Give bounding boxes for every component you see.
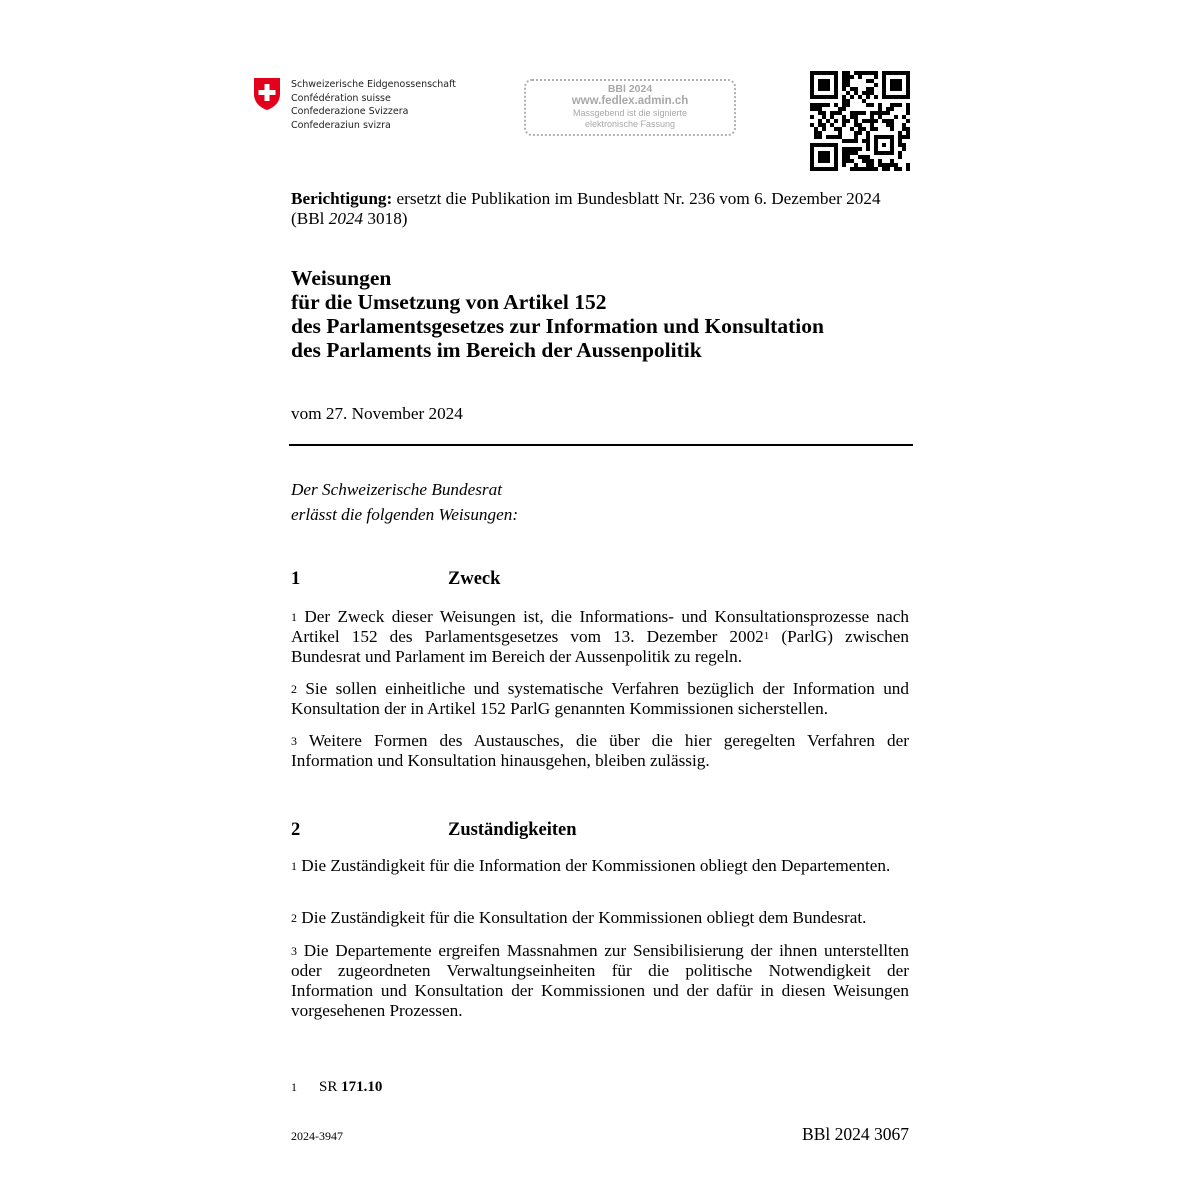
qr-module (894, 163, 898, 167)
qr-module (834, 119, 838, 123)
correction-line-2 (291, 209, 911, 229)
qr-module (894, 167, 898, 171)
qr-module (810, 143, 838, 147)
qr-module (866, 135, 870, 139)
section-number: 2 (291, 820, 301, 840)
qr-module (810, 71, 838, 75)
qr-module (810, 123, 814, 127)
qr-module (890, 127, 894, 131)
qr-module (838, 131, 842, 135)
qr-module (870, 159, 874, 163)
qr-module (894, 103, 898, 107)
qr-module (850, 111, 854, 115)
paragraph-text-continued: (ParlG) zwischen Bundesrat und Parlament im Bereich der Aussenpolitik zu regeln. (291, 627, 909, 666)
qr-module (846, 159, 850, 163)
qr-module (814, 107, 818, 111)
qr-module (834, 111, 838, 115)
qr-module (854, 135, 858, 139)
qr-module (870, 87, 874, 91)
qr-module (866, 91, 870, 95)
qr-module (870, 115, 874, 119)
qr-module (854, 87, 858, 91)
qr-module (818, 111, 822, 115)
qr-module (818, 103, 822, 107)
qr-module (810, 95, 838, 99)
qr-module (862, 127, 866, 131)
paragraph-marker: 2 (291, 682, 297, 696)
qr-module (854, 71, 858, 75)
paragraph-text: Weitere Formen des Austausches, die über die hier geregelten Verfahren der Information und Konsultation hinausgehen, bleiben zulässig. (291, 731, 909, 770)
qr-module (850, 147, 854, 151)
stamp-line-1: BBl 2024 (607, 83, 653, 95)
qr-module (906, 127, 910, 131)
qr-module (866, 87, 870, 91)
footnote-prefix: SR (319, 1079, 342, 1095)
qr-module (862, 159, 866, 163)
qr-module (846, 147, 850, 151)
qr-module (834, 71, 838, 99)
page-reference: BBl 2024 3067 (802, 1124, 909, 1144)
qr-module (902, 127, 906, 131)
qr-module (854, 111, 858, 115)
correction-line-1 (291, 189, 911, 209)
qr-module (854, 151, 858, 155)
qr-module (870, 123, 874, 127)
qr-module (814, 131, 818, 135)
qr-module (882, 119, 886, 123)
qr-module (842, 163, 846, 167)
qr-module (898, 151, 902, 155)
qr-module (842, 139, 846, 143)
qr-module (902, 115, 906, 119)
qr-module (882, 143, 886, 147)
qr-module (826, 103, 830, 107)
qr-module (850, 159, 854, 163)
qr-module (810, 167, 838, 171)
qr-code-icon (810, 71, 910, 171)
section-heading-1 (291, 568, 911, 590)
qr-module (822, 103, 826, 107)
qr-module (850, 87, 854, 91)
qr-module (902, 123, 906, 127)
qr-module (854, 115, 858, 119)
qr-module (898, 155, 902, 159)
qr-module (850, 151, 854, 155)
qr-module (818, 79, 830, 91)
qr-module (862, 99, 866, 103)
qr-module (906, 119, 910, 123)
qr-module (890, 159, 894, 163)
qr-module (822, 127, 826, 131)
paragraph-text: Die Zuständigkeit für die Information der Kommissionen obliegt den Departementen. (297, 856, 891, 875)
qr-module (826, 119, 830, 123)
footnote (291, 1078, 382, 1096)
qr-module (898, 135, 902, 139)
qr-module (838, 111, 842, 115)
qr-module (858, 167, 862, 171)
qr-module (878, 111, 882, 115)
qr-module (866, 147, 870, 151)
qr-module (846, 151, 850, 155)
qr-module (906, 163, 910, 167)
qr-module (886, 123, 890, 127)
qr-module (846, 79, 850, 83)
qr-module (818, 135, 822, 139)
stamp-line-4: elektronische Fassung (584, 119, 676, 129)
qr-module (878, 115, 882, 119)
qr-module (870, 91, 874, 95)
qr-module (866, 163, 870, 167)
qr-module (882, 71, 886, 99)
correction-text: ersetzt die Publikation im Bundesblatt Nr. 236 vom 6. Dezember 2024 (392, 189, 881, 208)
qr-module (898, 143, 902, 147)
qr-module (890, 119, 894, 123)
paragraph-marker: 3 (291, 734, 297, 748)
qr-module (810, 71, 814, 99)
paragraph-marker: 3 (291, 944, 297, 958)
qr-module (898, 103, 902, 107)
qr-module (886, 119, 890, 123)
qr-module (850, 95, 854, 99)
confederation-name-fr: Confédération suisse (291, 92, 391, 104)
footnote-sr-link[interactable]: 171.10 (341, 1079, 383, 1095)
qr-module (850, 139, 854, 143)
qr-module (822, 111, 826, 115)
paragraph-marker: 2 (291, 911, 297, 925)
qr-module (822, 115, 826, 119)
qr-module (874, 71, 878, 75)
confederation-name-rm: Confederaziun svizra (291, 119, 391, 131)
qr-module (842, 107, 846, 111)
qr-module (862, 119, 866, 123)
qr-module (890, 163, 894, 167)
footnote-number: 1 (291, 1080, 297, 1094)
qr-module (814, 127, 818, 131)
qr-module (862, 91, 866, 95)
section-1-paragraph-2 (291, 679, 909, 719)
qr-module (846, 71, 850, 75)
qr-module (862, 111, 866, 115)
qr-module (854, 163, 858, 167)
section-1-paragraph-3 (291, 731, 909, 771)
qr-module (858, 127, 862, 131)
preamble-line-2: erlässt die folgenden Weisungen: (291, 505, 519, 524)
qr-module (854, 147, 858, 151)
correction-ref-prefix: (BBl (291, 209, 329, 228)
qr-module (898, 131, 902, 135)
qr-module (810, 103, 814, 107)
qr-module (858, 111, 862, 115)
stamp-line-2: www.fedlex.admin.ch (571, 95, 689, 107)
qr-module (858, 71, 862, 75)
qr-module (878, 103, 882, 107)
qr-module (850, 75, 854, 79)
qr-module (842, 103, 846, 107)
qr-module (842, 151, 846, 155)
paragraph-text: Die Zuständigkeit für die Konsultation der Kommissionen obliegt dem Bundesrat. (297, 908, 867, 927)
section-1-paragraph-1 (291, 607, 909, 667)
qr-module (818, 151, 830, 163)
qr-module (874, 75, 878, 79)
qr-module (858, 131, 862, 135)
qr-module (870, 167, 874, 171)
qr-module (898, 167, 902, 171)
qr-module (890, 103, 894, 107)
section-title: Zweck (448, 569, 501, 589)
swiss-cross-shield-icon (253, 77, 281, 111)
section-number: 1 (291, 569, 301, 589)
qr-module (858, 147, 862, 151)
section-heading-2 (291, 819, 911, 841)
paragraph-marker: 1 (291, 859, 297, 873)
paragraph-text: Der Zweck dieser Weisungen ist, die Informations- und Konsultationsprozesse nach Artikel 152 des Parlamentsgesetzes vom 13. Dezember 2002 (291, 607, 909, 646)
qr-module (854, 123, 858, 127)
qr-module (906, 135, 910, 139)
qr-module (870, 119, 874, 123)
qr-module (890, 79, 902, 91)
qr-module (830, 111, 834, 115)
qr-module (866, 143, 870, 147)
qr-module (906, 103, 910, 107)
qr-module (870, 71, 874, 75)
qr-module (818, 123, 822, 127)
qr-module (842, 79, 846, 83)
qr-module (826, 135, 830, 139)
qr-module (842, 119, 846, 123)
qr-module (810, 115, 814, 119)
qr-module (842, 155, 846, 159)
qr-module (906, 111, 910, 115)
confederation-name-de: Schweizerische Eidgenossenschaft (291, 79, 457, 90)
qr-module (902, 147, 906, 151)
qr-module (846, 99, 850, 103)
qr-module (838, 135, 842, 139)
title-line-1: Weisungen (291, 266, 392, 290)
qr-module (898, 139, 902, 143)
confederation-names (291, 78, 456, 132)
correction-ref-year: 2024 (328, 209, 364, 228)
qr-module (846, 75, 850, 79)
qr-module (870, 103, 874, 107)
qr-module (862, 71, 866, 75)
footnote-ref[interactable]: 1 (763, 630, 770, 642)
qr-module (902, 135, 906, 139)
qr-module (846, 91, 850, 95)
qr-module (874, 119, 878, 123)
qr-module (862, 155, 866, 159)
qr-module (842, 159, 846, 163)
qr-module (850, 127, 854, 131)
qr-module (842, 75, 846, 79)
qr-module (874, 167, 878, 171)
qr-module (906, 71, 910, 99)
qr-module (830, 115, 834, 119)
qr-module (830, 123, 834, 127)
qr-module (834, 127, 838, 131)
qr-module (854, 91, 858, 95)
qr-module (890, 107, 894, 111)
qr-module (854, 119, 858, 123)
qr-module (866, 131, 870, 135)
divider-rule (289, 444, 913, 446)
qr-module (878, 107, 882, 111)
qr-module (818, 107, 822, 111)
qr-module (882, 95, 910, 99)
qr-module (834, 135, 838, 139)
qr-module (866, 167, 870, 171)
document-title (291, 266, 931, 362)
qr-module (858, 95, 862, 99)
qr-module (842, 87, 846, 91)
qr-module (830, 135, 834, 139)
qr-module (870, 111, 874, 115)
qr-module (842, 95, 846, 99)
correction-ref-suffix: 3018) (363, 209, 408, 228)
qr-module (866, 119, 870, 123)
title-line-4: des Parlaments im Bereich der Aussenpolitik (291, 338, 702, 362)
qr-module (846, 139, 850, 143)
qr-module (870, 127, 874, 131)
qr-module (842, 83, 846, 87)
qr-module (866, 95, 870, 99)
qr-module (886, 167, 890, 171)
qr-module (846, 119, 850, 123)
qr-module (878, 163, 882, 167)
qr-module (814, 135, 818, 139)
correction-notice (291, 189, 911, 229)
preamble-line-1: Der Schweizerische Bundesrat (291, 480, 502, 499)
qr-module (906, 131, 910, 135)
qr-module (890, 135, 894, 155)
section-title: Zuständigkeiten (448, 820, 577, 840)
qr-module (886, 163, 890, 167)
document-date: vom 27. November 2024 (291, 404, 463, 423)
qr-module (842, 115, 846, 119)
stamp-line-3: Massgebend ist die signierte (572, 108, 688, 118)
qr-module (866, 79, 870, 83)
qr-module (874, 83, 878, 87)
qr-module (846, 155, 850, 159)
qr-module (834, 143, 838, 171)
qr-module (834, 103, 838, 107)
qr-module (886, 111, 890, 115)
section-2-paragraph-1 (291, 856, 909, 876)
qr-module (842, 71, 846, 75)
qr-module (874, 135, 878, 155)
qr-module (814, 103, 818, 107)
qr-module (822, 123, 826, 127)
title-line-3: des Parlamentsgesetzes zur Information und Konsultation (291, 314, 824, 338)
qr-module (842, 123, 846, 127)
qr-module (882, 71, 910, 75)
paragraph-text: Die Departemente ergreifen Massnahmen zur Sensibilisierung der ihnen unterstellten oder zugeordneten Verwaltungseinheiten für die politische Notwendigkeit der Information und Konsultation der Kommissionen und der dafür in diesen Weisungen vorgesehenen Prozessen. (291, 941, 909, 1020)
qr-module (906, 167, 910, 171)
section-2-paragraph-3 (291, 941, 909, 1021)
qr-module (850, 115, 854, 119)
qr-module (886, 107, 890, 111)
qr-module (854, 131, 858, 135)
section-2-paragraph-2 (291, 908, 909, 928)
qr-module (818, 131, 822, 135)
qr-module (874, 127, 878, 131)
qr-module (874, 111, 878, 115)
qr-module (866, 103, 870, 107)
qr-module (846, 83, 850, 87)
qr-module (854, 139, 858, 143)
qr-module (842, 147, 846, 151)
qr-module (810, 107, 814, 111)
paragraph-text: Sie sollen einheitliche und systematische Verfahren bezüglich der Information und Konsultation der in Artikel 152 ParlG genannten Kommissionen sicherstellen. (291, 679, 909, 718)
title-line-2: für die Umsetzung von Artikel 152 (291, 290, 607, 314)
qr-module (906, 107, 910, 111)
qr-module (862, 167, 866, 171)
qr-module (858, 123, 862, 127)
qr-module (818, 119, 822, 123)
qr-module (902, 143, 906, 147)
qr-module (882, 163, 886, 167)
qr-module (890, 123, 894, 127)
qr-module (850, 167, 854, 171)
qr-module (870, 163, 874, 167)
qr-module (882, 167, 886, 171)
qr-module (874, 95, 878, 99)
paragraph-marker: 1 (291, 610, 297, 624)
qr-module (846, 103, 850, 107)
document-number: 2024-3947 (291, 1129, 343, 1143)
qr-module (842, 99, 846, 103)
preamble (291, 477, 518, 527)
qr-module (810, 143, 814, 171)
qr-module (866, 71, 870, 75)
qr-module (866, 139, 870, 143)
qr-module (862, 139, 866, 143)
qr-module (858, 75, 862, 79)
correction-label: Berichtigung: (291, 189, 393, 208)
qr-module (894, 115, 898, 119)
confederation-name-it: Confederazione Svizzera (291, 106, 409, 117)
qr-module (866, 155, 870, 159)
qr-module (866, 159, 870, 163)
qr-module (882, 111, 886, 115)
qr-module (838, 127, 842, 131)
qr-module (854, 167, 858, 171)
qr-module (870, 79, 874, 83)
qr-module (878, 159, 882, 163)
fedlex-stamp (524, 79, 736, 136)
qr-module (838, 107, 842, 111)
qr-module (858, 155, 862, 159)
